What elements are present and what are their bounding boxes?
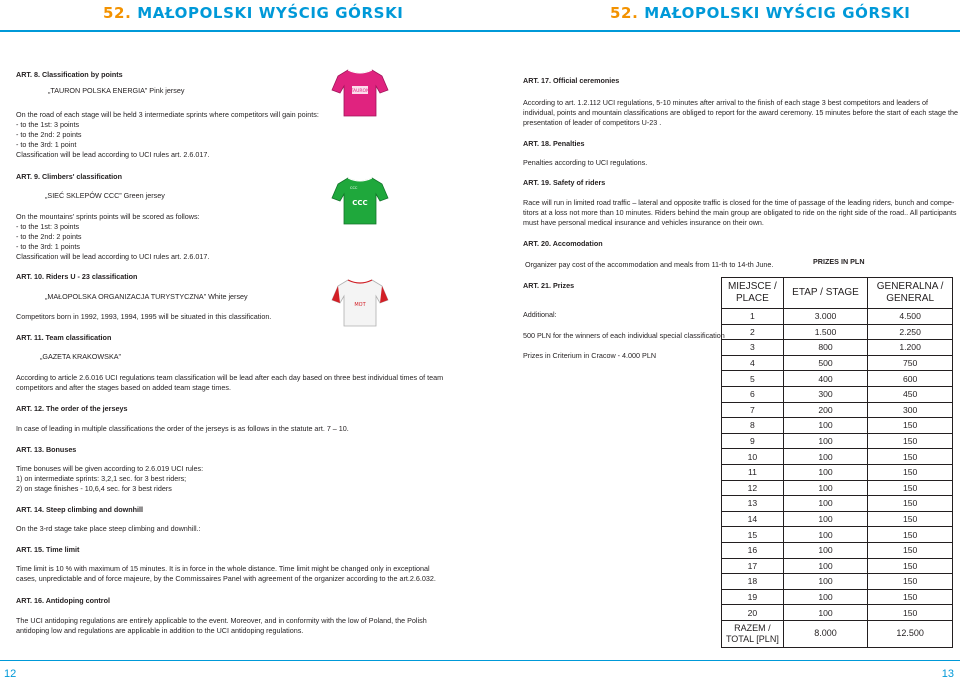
art13-line: 1) on intermediate sprints: 3,2,1 sec. for 3 best riders;	[16, 474, 187, 483]
art10-heading: ART. 10. Riders U - 23 classification	[16, 272, 138, 281]
prizes-table-row	[722, 511, 953, 527]
stage-prize-cell: 100	[783, 589, 867, 605]
stage-prize-cell: 100	[783, 542, 867, 558]
art9-line: On the mountains' sprints points will be scored as follows:	[16, 212, 200, 221]
art21-line: 500 PLN for the winners of each individual special classification	[523, 331, 725, 340]
art16-line: antidoping low and regulations are applicable in addition to the UCI antidoping regulations.	[16, 626, 304, 635]
art11-line: According to article 2.6.016 UCI regulations team classification will be lead after each day based on three best individual times of team	[16, 373, 444, 382]
art13-heading: ART. 13. Bonuses	[16, 445, 77, 454]
place-cell: 3	[722, 340, 784, 356]
general-prize-cell: 150	[868, 558, 953, 574]
place-cell: 15	[722, 527, 784, 543]
green-jersey-image	[330, 174, 390, 226]
art15-heading: ART. 15. Time limit	[16, 545, 80, 554]
art10-line: Competitors born in 1992, 1993, 1994, 1995 will be situated in this classification.	[16, 312, 272, 321]
art8-line: - to the 3rd: 1 point	[16, 140, 77, 149]
art11-heading: ART. 11. Team classification	[16, 333, 112, 342]
place-cell: 18	[722, 574, 784, 590]
general-prize-cell: 150	[868, 527, 953, 543]
place-cell: 12	[722, 480, 784, 496]
general-prize-cell: 150	[868, 464, 953, 480]
general-prize-cell: 150	[868, 574, 953, 590]
place-cell: 4	[722, 355, 784, 371]
prizes-table-row	[722, 324, 953, 340]
header-title: MAŁOPOLSKI WYŚCIG GÓRSKI	[644, 4, 911, 22]
prizes-table-header-row	[722, 278, 953, 309]
header-general: GENERALNA / GENERAL	[868, 278, 953, 309]
art8-heading: ART. 8. Classification by points	[16, 70, 123, 79]
stage-prize-cell: 200	[783, 402, 867, 418]
header-stage: ETAP / STAGE	[783, 278, 867, 309]
art16-line: The UCI antidoping regulations are entirely applicable to the event. Moreover, and in conformity with the low of Poland, the Polish	[16, 616, 427, 625]
art21-line: Prizes in Criterium in Cracow - 4.000 PLN	[523, 351, 657, 360]
stage-prize-cell: 100	[783, 605, 867, 621]
total-general: 12.500	[868, 620, 953, 647]
prizes-table-row	[722, 309, 953, 325]
general-prize-cell: 450	[868, 386, 953, 402]
stage-prize-cell: 100	[783, 464, 867, 480]
art19-line: Race will run in limited road traffic – lateral and opposite traffic is closed for the time of passage of the leading riders, bunch and compe-	[523, 198, 955, 207]
stage-prize-cell: 100	[783, 558, 867, 574]
general-prize-cell: 150	[868, 589, 953, 605]
art9-line: - to the 2nd: 2 points	[16, 232, 82, 241]
general-prize-cell: 750	[868, 355, 953, 371]
general-prize-cell: 2.250	[868, 324, 953, 340]
general-prize-cell: 150	[868, 433, 953, 449]
art12-line: In case of leading in multiple classifications the order of the jerseys is as follows in the statute art. 7 – 10.	[16, 424, 349, 433]
place-cell: 5	[722, 371, 784, 387]
art9-jersey-line: „SIEĆ SKLEPÓW CCC” Green jersey	[45, 191, 165, 200]
general-prize-cell: 150	[868, 418, 953, 434]
stage-prize-cell: 100	[783, 449, 867, 465]
place-cell: 1	[722, 309, 784, 325]
art14-line: On the 3-rd stage take place steep climbing and downhill.:	[16, 524, 201, 533]
pink-jersey-image	[330, 66, 390, 118]
prizes-table-body	[722, 309, 953, 621]
art17-line: presentation of leader of competitors U-23 .	[523, 118, 662, 127]
general-prize-cell: 150	[868, 480, 953, 496]
general-prize-cell: 150	[868, 449, 953, 465]
general-prize-cell: 1.200	[868, 340, 953, 356]
prizes-table	[721, 277, 953, 648]
place-cell: 14	[722, 511, 784, 527]
svg-text:MOT: MOT	[354, 302, 366, 308]
art8-line: - to the 2nd: 2 points	[16, 130, 82, 139]
place-cell: 11	[722, 464, 784, 480]
prizes-table-row	[722, 371, 953, 387]
prizes-table-row	[722, 386, 953, 402]
prizes-table-row	[722, 355, 953, 371]
art9-line: - to the 3rd: 1 points	[16, 242, 80, 251]
header-title: MAŁOPOLSKI WYŚCIG GÓRSKI	[137, 4, 404, 22]
header-place: MIEJSCE / PLACE	[722, 278, 784, 309]
place-cell: 8	[722, 418, 784, 434]
prizes-table-row	[722, 480, 953, 496]
svg-text:CCC: CCC	[350, 186, 358, 190]
art13-line: Time bonuses will be given according to 2.6.019 UCI rules:	[16, 464, 204, 473]
art15-line: cases, unpredictable and of force majeure, by the Commissaires Panel with agreement of the organizer according to the art.2.6.032.	[16, 574, 436, 583]
place-cell: 7	[722, 402, 784, 418]
stage-prize-cell: 400	[783, 371, 867, 387]
art21-heading: ART. 21. Prizes	[523, 281, 575, 290]
stage-prize-cell: 100	[783, 418, 867, 434]
art18-heading: ART. 18. Penalties	[523, 139, 585, 148]
art20-line: Organizer pay cost of the accommodation and meals from 11-th to 14-th June.	[525, 260, 774, 269]
prizes-table-row	[722, 402, 953, 418]
place-cell: 19	[722, 589, 784, 605]
header-right	[480, 0, 960, 26]
prizes-table-row	[722, 449, 953, 465]
art9-heading: ART. 9. Climbers' classification	[16, 172, 122, 181]
stage-prize-cell: 100	[783, 433, 867, 449]
art19-heading: ART. 19. Safety of riders	[523, 178, 606, 187]
total-stage: 8.000	[783, 620, 867, 647]
general-prize-cell: 300	[868, 402, 953, 418]
art19-line: must have personal medical insurance and vehicles insurance on their own.	[523, 218, 764, 227]
general-prize-cell: 150	[868, 605, 953, 621]
place-cell: 9	[722, 433, 784, 449]
stage-prize-cell: 100	[783, 574, 867, 590]
art10-jersey-line: „MAŁOPOLSKA ORGANIZACJA TURYSTYCZNA” White jersey	[45, 292, 248, 301]
svg-text:CCC: CCC	[352, 199, 368, 207]
general-prize-cell: 150	[868, 496, 953, 512]
general-prize-cell: 150	[868, 542, 953, 558]
general-prize-cell: 150	[868, 511, 953, 527]
art14-heading: ART. 14. Steep climbing and downhill	[16, 505, 143, 514]
art17-heading: ART. 17. Official ceremonies	[523, 76, 620, 85]
prizes-table-row	[722, 589, 953, 605]
art16-heading: ART. 16. Antidoping control	[16, 596, 110, 605]
place-cell: 16	[722, 542, 784, 558]
prizes-table-row	[722, 542, 953, 558]
art11-line: competitors and after the stages based on added team stage times.	[16, 383, 231, 392]
header-rule	[0, 30, 960, 32]
stage-prize-cell: 100	[783, 480, 867, 496]
art15-line: Time limit is 10 % with maximum of 15 minutes. It is in force in the whole distance. Time limit might be changed only in exceptional	[16, 564, 430, 573]
prizes-table-row	[722, 418, 953, 434]
stage-prize-cell: 100	[783, 496, 867, 512]
footer-rule	[0, 660, 960, 661]
prizes-table-title: PRIZES IN PLN	[813, 257, 865, 266]
stage-prize-cell: 3.000	[783, 309, 867, 325]
white-jersey-image	[330, 276, 390, 328]
prizes-table-row	[722, 433, 953, 449]
prizes-table-row	[722, 605, 953, 621]
art9-line: - to the 1st: 3 points	[16, 222, 80, 231]
art13-line: 2) on stage finishes - 10,6,4 sec. for 3 best riders	[16, 484, 172, 493]
stage-prize-cell: 300	[783, 386, 867, 402]
place-cell: 2	[722, 324, 784, 340]
svg-text:TAURON: TAURON	[350, 89, 370, 94]
prizes-table-row	[722, 558, 953, 574]
art8-jersey-line: „TAURON POLSKA ENERGIA” Pink jersey	[48, 86, 185, 95]
place-cell: 6	[722, 386, 784, 402]
art20-heading: ART. 20. Accomodation	[523, 239, 603, 248]
art21-additional: Additional:	[523, 310, 557, 319]
general-prize-cell: 600	[868, 371, 953, 387]
art9-line: Classification will be lead according to UCI rules art. 2.6.017.	[16, 252, 210, 261]
art12-heading: ART. 12. The order of the jerseys	[16, 404, 128, 413]
prizes-table-row	[722, 340, 953, 356]
art11-sponsor: „GAZETA KRAKOWSKA”	[40, 352, 121, 361]
general-prize-cell: 4.500	[868, 309, 953, 325]
header-number: 52.	[103, 4, 132, 22]
art19-line: titors at a loss not more than 10 minutes. Riders behind the main group are obligated to ride on the right side of the road.. All participants	[523, 208, 957, 217]
art8-line: On the road of each stage will be held 3 intermediate sprints where competitors will gain points:	[16, 110, 319, 119]
stage-prize-cell: 800	[783, 340, 867, 356]
total-label: RAZEM / TOTAL [PLN]	[722, 620, 784, 647]
prizes-table-row	[722, 496, 953, 512]
page-number-left: 12	[4, 668, 17, 680]
art8-line: - to the 1st: 3 points	[16, 120, 80, 129]
prizes-table-row	[722, 527, 953, 543]
place-cell: 13	[722, 496, 784, 512]
page-number-right: 13	[941, 668, 954, 680]
place-cell: 17	[722, 558, 784, 574]
art17-line: individual, points and mountain classifications are obliged to report for the award ceremony. 15 minutes before the start of each stage the	[523, 108, 958, 117]
art8-line: Classification will be lead according to UCI rules art. 2.6.017.	[16, 150, 210, 159]
place-cell: 10	[722, 449, 784, 465]
prizes-table-row	[722, 574, 953, 590]
place-cell: 20	[722, 605, 784, 621]
stage-prize-cell: 1.500	[783, 324, 867, 340]
header-number: 52.	[610, 4, 639, 22]
prizes-table-row	[722, 464, 953, 480]
art17-line: According to art. 1.2.112 UCI regulations, 5-10 minutes after arrival to the finish of each stage 3 best competitors and leaders of	[523, 98, 928, 107]
stage-prize-cell: 100	[783, 511, 867, 527]
art18-line: Penalties according to UCI regulations.	[523, 158, 648, 167]
stage-prize-cell: 500	[783, 355, 867, 371]
header-left	[0, 0, 480, 26]
stage-prize-cell: 100	[783, 527, 867, 543]
prizes-table-total-row	[722, 620, 953, 647]
